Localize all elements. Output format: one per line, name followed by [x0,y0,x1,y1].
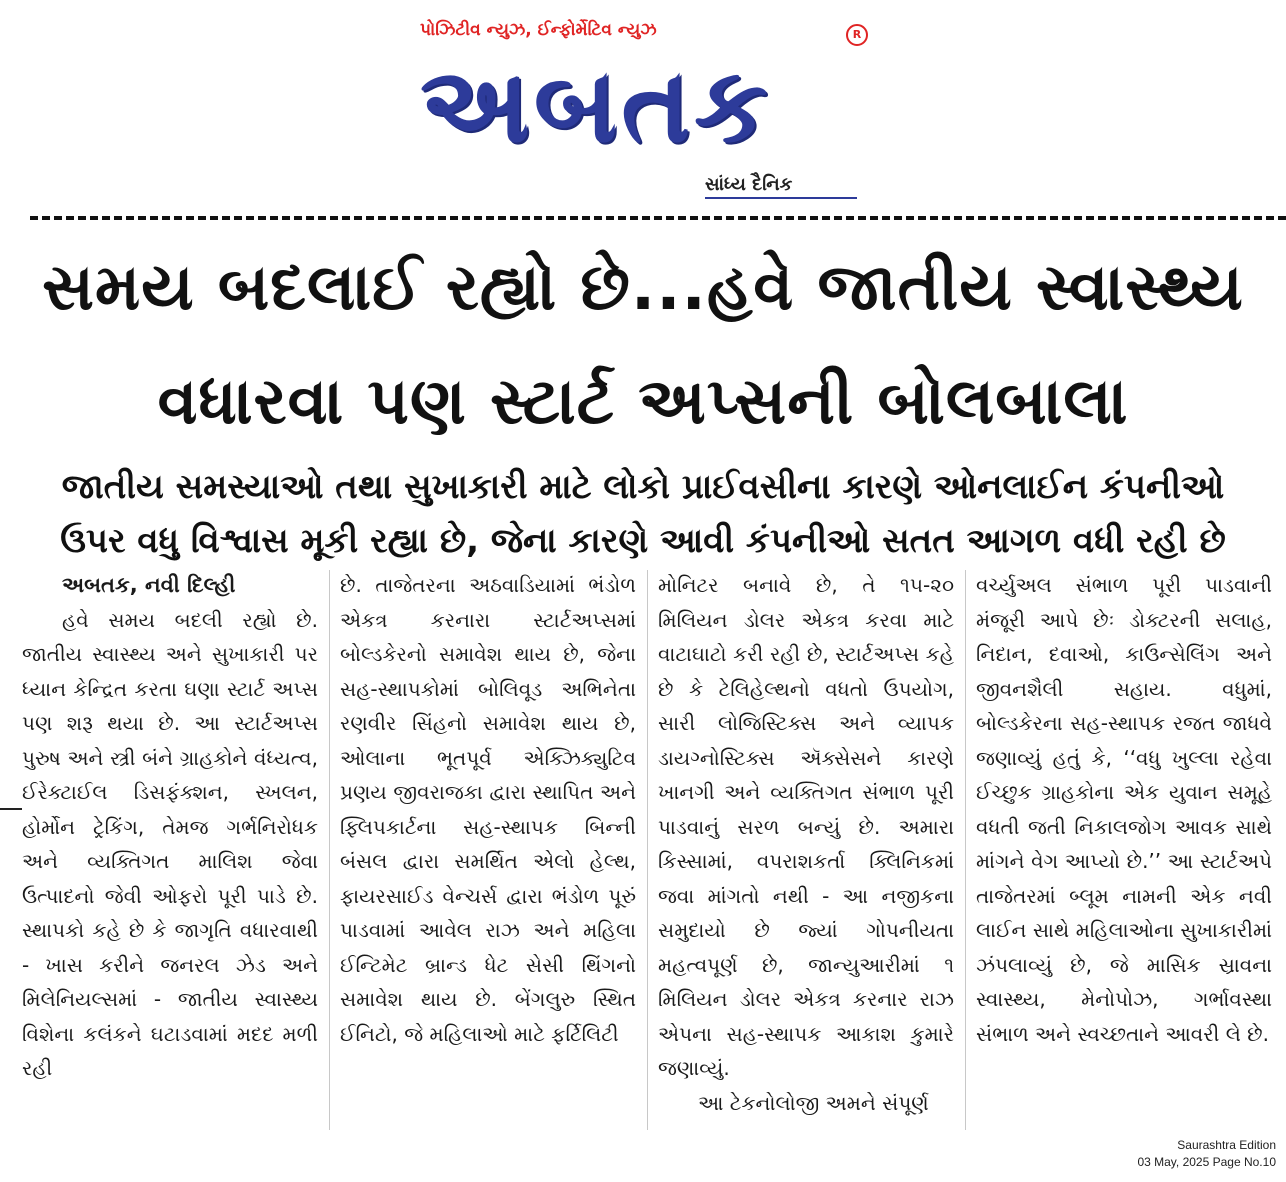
article-column-1 [22,568,318,1128]
dashed-divider [30,216,1286,220]
column-3-text: મોનિટર બનાવે છે, તે ૧૫-૨૦ મિલિયન ડોલર એકત્ર કરવા માટે વાટાઘાટો કરી રહી છે, સ્ટાર્ટઅપ્સ કહે છે કે ટેલિહેલ્થનો વધતો ઉપયોગ, સારી લોજિસ્ટિક્સ અને વ્યાપક ડાયગ્નોસ્ટિક્સ ઍક્સેસને કારણે ખાનગી અને વ્યક્તિગત સંભાળ પૂરી પાડવાનું સરળ બન્યું છે. અમારા કિસ્સામાં, વપરાશકર્તા ક્લિનિકમાં જવા માંગતો નથી - આ નજીકના સમુદાયો છે જ્યાં ગોપનીયતા મહત્વપૂર્ણ છે, જાન્યુઆરીમાં ૧ મિલિયન ડોલર એકત્ર કરનાર રાઝ એપના સહ-સ્થાપક આકાશ કુમારે જણાવ્યું. [658,573,954,1080]
headline-line-2: વધારવા પણ સ્ટાર્ટ અપ્સની બોલબાલા [157,365,1129,439]
edition-label: Saurashtra Edition [1177,1138,1276,1152]
masthead-subtitle: સાંધ્ય દૈનિક [705,174,857,199]
masthead-tagline: પોઝિટીવ ન્યુઝ, ઈન્ફોર્મેટિવ ન્યુઝ [420,20,657,40]
subheadline-line-2: ઉપર વધુ વિશ્વાસ મૂકી રહ્યા છે, જેના કારણે આવી કંપનીઓ સતત આગળ વધી રહી છે [60,521,1226,561]
date-page-label: 03 May, 2025 Page No.10 [1137,1155,1276,1169]
newspaper-logo: અબતક [420,44,772,166]
article-column-4 [976,568,1272,1128]
page-footer [1056,1137,1276,1171]
margin-mark [0,808,22,810]
headline-line-1: સમય બદલાઈ રહ્યો છે...હવે જાતીય સ્વાસ્થ્ય [42,251,1244,325]
column-4-text: વર્ચ્યુઅલ સંભાળ પૂરી પાડવાની મંજૂરી આપે છેઃ ડોક્ટરની સલાહ, નિદાન, દવાઓ, કાઉન્સેલિંગ અને જીવનશૈલી સહાય. વધુમાં, બોલ્ડકેરના સહ-સ્થાપક રજત જાધવે જણાવ્યું હતું કે, ‘‘વધુ ખુલ્લા રહેવા ઈચ્છુક ગ્રાહકોના એક યુવાન સમૂહે વધતી જતી નિકાલજોગ આવક સાથે માંગને વેગ આપ્યો છે.’’ આ સ્ટાર્ટઅપે તાજેતરમાં બ્લૂમ નામની એક નવી લાઈન સાથે મહિલાઓના સુખાકારીમાં ઝંપલાવ્યું છે, જે માસિક સ્રાવના સ્વાસ્થ્ય, મેનોપોઝ, ગર્ભાવસ્થા સંભાળ અને સ્વચ્છતાને આવરી લે છે. [976,573,1272,1046]
column-divider [647,570,648,1130]
column-2-text: છે. તાજેતરના અઠવાડિયામાં ભંડોળ એકત્ર કરનારા સ્ટાર્ટઅપ્સમાં બોલ્ડકેરનો સમાવેશ થાય છે, જેના સહ-સ્થાપકોમાં બોલિવૂડ અભિનેતા રણવીર સિંહનો સમાવેશ થાય છે, ઓલાના ભૂતપૂર્વ એક્ઝિક્યુટિવ પ્રણય જીવરાજકા દ્વારા સ્થાપિત અને ફ્લિપકાર્ટના સહ-સ્થાપક બિન્ની બંસલ દ્વારા સમર્થિત એલો હેલ્થ, ફાયરસાઈડ વેન્ચર્સ દ્વારા ભંડોળ પૂરું પાડવામાં આવેલ રાઝ અને મહિલા ઈન્ટિમેટ બ્રાન્ડ ધેટ સેસી થિંગનો સમાવેશ થાય છે. બેંગલુરુ સ્થિત ઈનિટો, જે મહિલાઓ માટે ફર્ટિલિટી [340,573,636,1046]
column-divider [329,570,330,1130]
column-divider [965,570,966,1130]
subheadline-line-1: જાતીય સમસ્યાઓ તથા સુખાકારી માટે લોકો પ્રાઈવસીના કારણે ઓનલાઈન કંપનીઓ [61,467,1225,507]
registered-mark-icon: R [846,24,868,46]
article-column-3 [658,568,954,1128]
column-1-text: હવે સમય બદલી રહ્યો છે. જાતીય સ્વાસ્થ્ય અને સુખાકારી પર ધ્યાન કેન્દ્રિત કરતા ઘણા સ્ટાર્ટ અપ્સ પણ શરૂ થયા છે. આ સ્ટાર્ટઅપ્સ પુરુષ અને સ્ત્રી બંને ગ્રાહકોને વંધ્યત્વ, ઈરેક્ટાઈલ ડિસફંક્શન, સ્ખલન, હોર્મોન ટ્રેકિંગ, તેમજ ગર્ભનિરોધક અને વ્યક્તિગત માલિશ જેવા ઉત્પાદનો જેવી ઓફરો પૂરી પાડે છે. સ્થાપકો કહે છે કે જાગૃતિ વધારવાથી - ખાસ કરીને જનરલ ઝેડ અને મિલેનિયલ્સમાં - જાતીય સ્વાસ્થ્ય વિશેના કલંકને ઘટાડવામાં મદદ મળી રહી [22,607,318,1080]
masthead [0,0,1286,210]
article-column-2 [340,568,636,1128]
column-3-paragraph-2: આ ટેકનોલોજી અમને સંપૂર્ણ [698,1090,929,1115]
dateline: અબતક, નવી દિલ્હી [62,573,236,597]
